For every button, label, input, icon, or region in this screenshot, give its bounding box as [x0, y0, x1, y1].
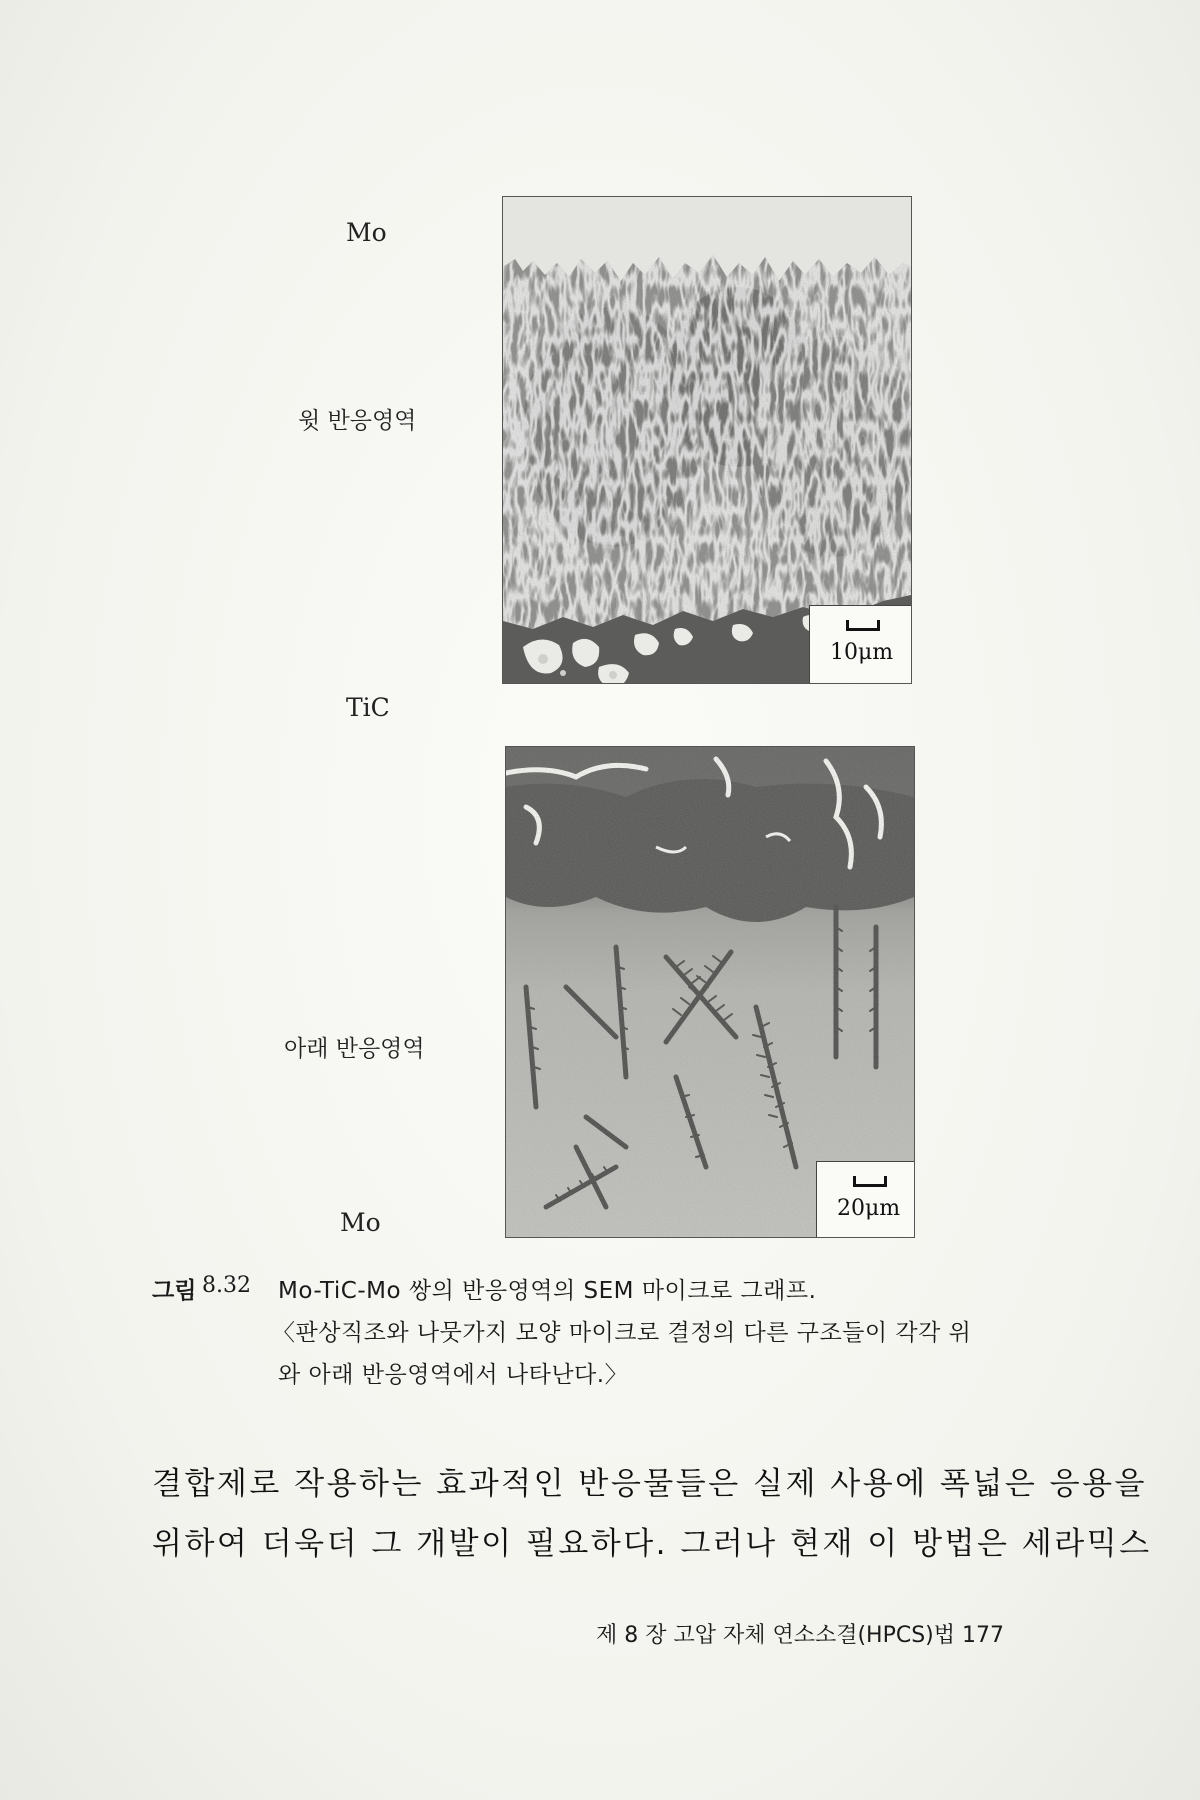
label-bottom-mo: Mo	[340, 1208, 381, 1237]
label-top-mo: Mo	[346, 218, 387, 247]
scale-bar-top	[846, 620, 880, 631]
label-upper-reaction-zone: 윗 반응영역	[298, 408, 417, 434]
scale-box-top	[809, 605, 912, 684]
scale-label-top: 10μm	[830, 640, 894, 665]
caption-line-3: 와 아래 반응영역에서 나타난다.〉	[278, 1362, 629, 1388]
caption-line-2: 〈판상직조와 나뭇가지 모양 마이크로 결정의 다른 구조들이 각각 위	[272, 1320, 972, 1346]
scale-bar-bottom	[853, 1176, 887, 1187]
micrograph-upper-zone	[502, 196, 912, 684]
caption-line-1: Mo-TiC-Mo 쌍의 반응영역의 SEM 마이크로 그래프.	[278, 1278, 817, 1304]
label-lower-reaction-zone: 아래 반응영역	[284, 1036, 425, 1062]
caption-figure-label: 그림	[152, 1278, 197, 1304]
micrograph-lower-zone	[505, 746, 915, 1238]
scale-label-bottom: 20μm	[837, 1196, 901, 1221]
running-footer: 제 8 장 고압 자체 연소소결(HPCS)법 177	[595, 1623, 1004, 1648]
body-text-line-1: 결합제로 작용하는 효과적인 반응물들은 실제 사용에 폭넓은 응용을	[152, 1466, 1147, 1502]
body-text-line-2: 위하여 더욱더 그 개발이 필요하다. 그러나 현재 이 방법은 세라믹스	[152, 1526, 1152, 1562]
scale-box-bottom	[816, 1161, 915, 1238]
caption-figure-number: 8.32	[202, 1273, 251, 1298]
label-tic: TiC	[346, 693, 390, 722]
